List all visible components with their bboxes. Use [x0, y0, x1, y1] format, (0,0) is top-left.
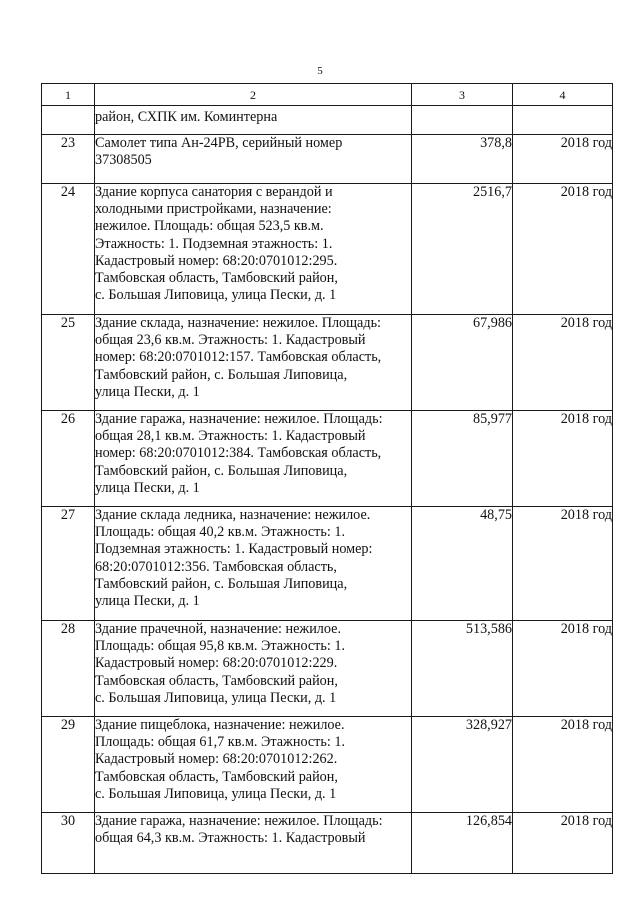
description-line: Площадь: общая 40,2 кв.м. Этажность: 1.	[95, 524, 345, 541]
row-number: 23	[42, 135, 95, 184]
description-line: Здание прачечной, назначение: нежилое.	[95, 621, 341, 637]
description-line: общая 23,6 кв.м. Этажность: 1. Кадастровый	[95, 332, 366, 349]
row-year: 2018 год	[513, 813, 613, 874]
description-line: Кадастровый номер: 68:20:0701012:229.	[95, 655, 338, 672]
description-line: Кадастровый номер: 68:20:0701012:262.	[95, 751, 338, 768]
page-number: 5	[317, 65, 323, 77]
table-row	[42, 135, 613, 184]
description-line: общая 64,3 кв.м. Этажность: 1. Кадастровый	[95, 830, 366, 847]
description-line: улица Пески, д. 1	[95, 479, 200, 496]
description-line: Здание гаража, назначение: нежилое. Площадь:	[95, 411, 383, 427]
continuation-value-cell	[412, 106, 513, 135]
description-line: с. Большая Липовица, улица Пески, д. 1	[95, 287, 337, 304]
row-number: 24	[42, 184, 95, 315]
description-line: Тамбовский район, с. Большая Липовица,	[95, 575, 348, 592]
row-value: 67,986	[412, 315, 513, 411]
description-line: Здание склада ледника, назначение: нежилое.	[95, 507, 371, 523]
table-row	[42, 717, 613, 813]
description-line: холодными пристройками, назначение:	[95, 201, 332, 218]
row-number: 25	[42, 315, 95, 411]
description-line: с. Большая Липовица, улица Пески, д. 1	[95, 689, 337, 706]
row-year: 2018 год	[513, 184, 613, 315]
row-year: 2018 год	[513, 507, 613, 621]
description-line: Здание корпуса санатория с верандой и	[95, 184, 333, 200]
table-header-row	[42, 84, 613, 106]
continuation-num-cell	[42, 106, 95, 135]
row-number: 27	[42, 507, 95, 621]
table-row	[42, 315, 613, 411]
table-row	[42, 184, 613, 315]
row-year: 2018 год	[513, 411, 613, 507]
description-line: с. Большая Липовица, улица Пески, д. 1	[95, 785, 337, 802]
table-row	[42, 621, 613, 717]
row-number: 28	[42, 621, 95, 717]
row-value: 513,586	[412, 621, 513, 717]
row-value: 378,8	[412, 135, 513, 184]
row-year: 2018 год	[513, 717, 613, 813]
row-description	[95, 717, 412, 813]
row-description	[95, 507, 412, 621]
table-row	[42, 507, 613, 621]
description-line: улица Пески, д. 1	[95, 383, 200, 400]
description-line: общая 28,1 кв.м. Этажность: 1. Кадастровый	[95, 428, 366, 445]
continuation-year-cell	[513, 106, 613, 135]
description-line: 37308505	[95, 152, 152, 169]
row-value: 2516,7	[412, 184, 513, 315]
description-line: Тамбовская область, Тамбовский район,	[95, 768, 338, 785]
column-header-3: 3	[412, 84, 513, 106]
table-row	[42, 411, 613, 507]
row-number: 26	[42, 411, 95, 507]
description-line: Самолет типа Ан-24РВ, серийный номер	[95, 135, 343, 151]
description-line: Площадь: общая 95,8 кв.м. Этажность: 1.	[95, 638, 345, 655]
row-description	[95, 184, 412, 315]
description-line: Этажность: 1. Подземная этажность: 1.	[95, 235, 333, 252]
column-header-4: 4	[513, 84, 613, 106]
row-number: 30	[42, 813, 95, 874]
row-description	[95, 315, 412, 411]
description-line: Подземная этажность: 1. Кадастровый номер:	[95, 541, 373, 558]
description-line: улица Пески, д. 1	[95, 593, 200, 610]
row-description	[95, 135, 412, 184]
row-year: 2018 год	[513, 621, 613, 717]
row-value: 48,75	[412, 507, 513, 621]
description-line: Тамбовская область, Тамбовский район,	[95, 672, 338, 689]
column-header-2: 2	[95, 84, 412, 106]
description-line: Кадастровый номер: 68:20:0701012:295.	[95, 252, 338, 269]
row-description	[95, 411, 412, 507]
description-line: Тамбовский район, с. Большая Липовица,	[95, 462, 348, 479]
continuation-row	[42, 106, 613, 135]
property-table	[41, 83, 613, 874]
description-line: Тамбовский район, с. Большая Липовица,	[95, 366, 348, 383]
table-row	[42, 813, 613, 874]
description-line: номер: 68:20:0701012:157. Тамбовская область,	[95, 349, 382, 366]
row-number: 29	[42, 717, 95, 813]
continuation-text: район, СХПК им. Коминтерна	[95, 106, 412, 135]
description-line: 68:20:0701012:356. Тамбовская область,	[95, 558, 337, 575]
row-year: 2018 год	[513, 135, 613, 184]
row-year: 2018 год	[513, 315, 613, 411]
row-value: 126,854	[412, 813, 513, 874]
description-line: Здание пищеблока, назначение: нежилое.	[95, 717, 345, 733]
row-value: 85,977	[412, 411, 513, 507]
description-line: номер: 68:20:0701012:384. Тамбовская область,	[95, 445, 382, 462]
description-line: нежилое. Площадь: общая 523,5 кв.м.	[95, 218, 324, 235]
column-header-1: 1	[42, 84, 95, 106]
row-value: 328,927	[412, 717, 513, 813]
description-line: Здание склада, назначение: нежилое. Площадь:	[95, 315, 381, 331]
description-line: Тамбовская область, Тамбовский район,	[95, 270, 338, 287]
row-description	[95, 621, 412, 717]
row-description	[95, 813, 412, 874]
description-line: Площадь: общая 61,7 кв.м. Этажность: 1.	[95, 734, 345, 751]
description-line: Здание гаража, назначение: нежилое. Площадь:	[95, 813, 383, 829]
